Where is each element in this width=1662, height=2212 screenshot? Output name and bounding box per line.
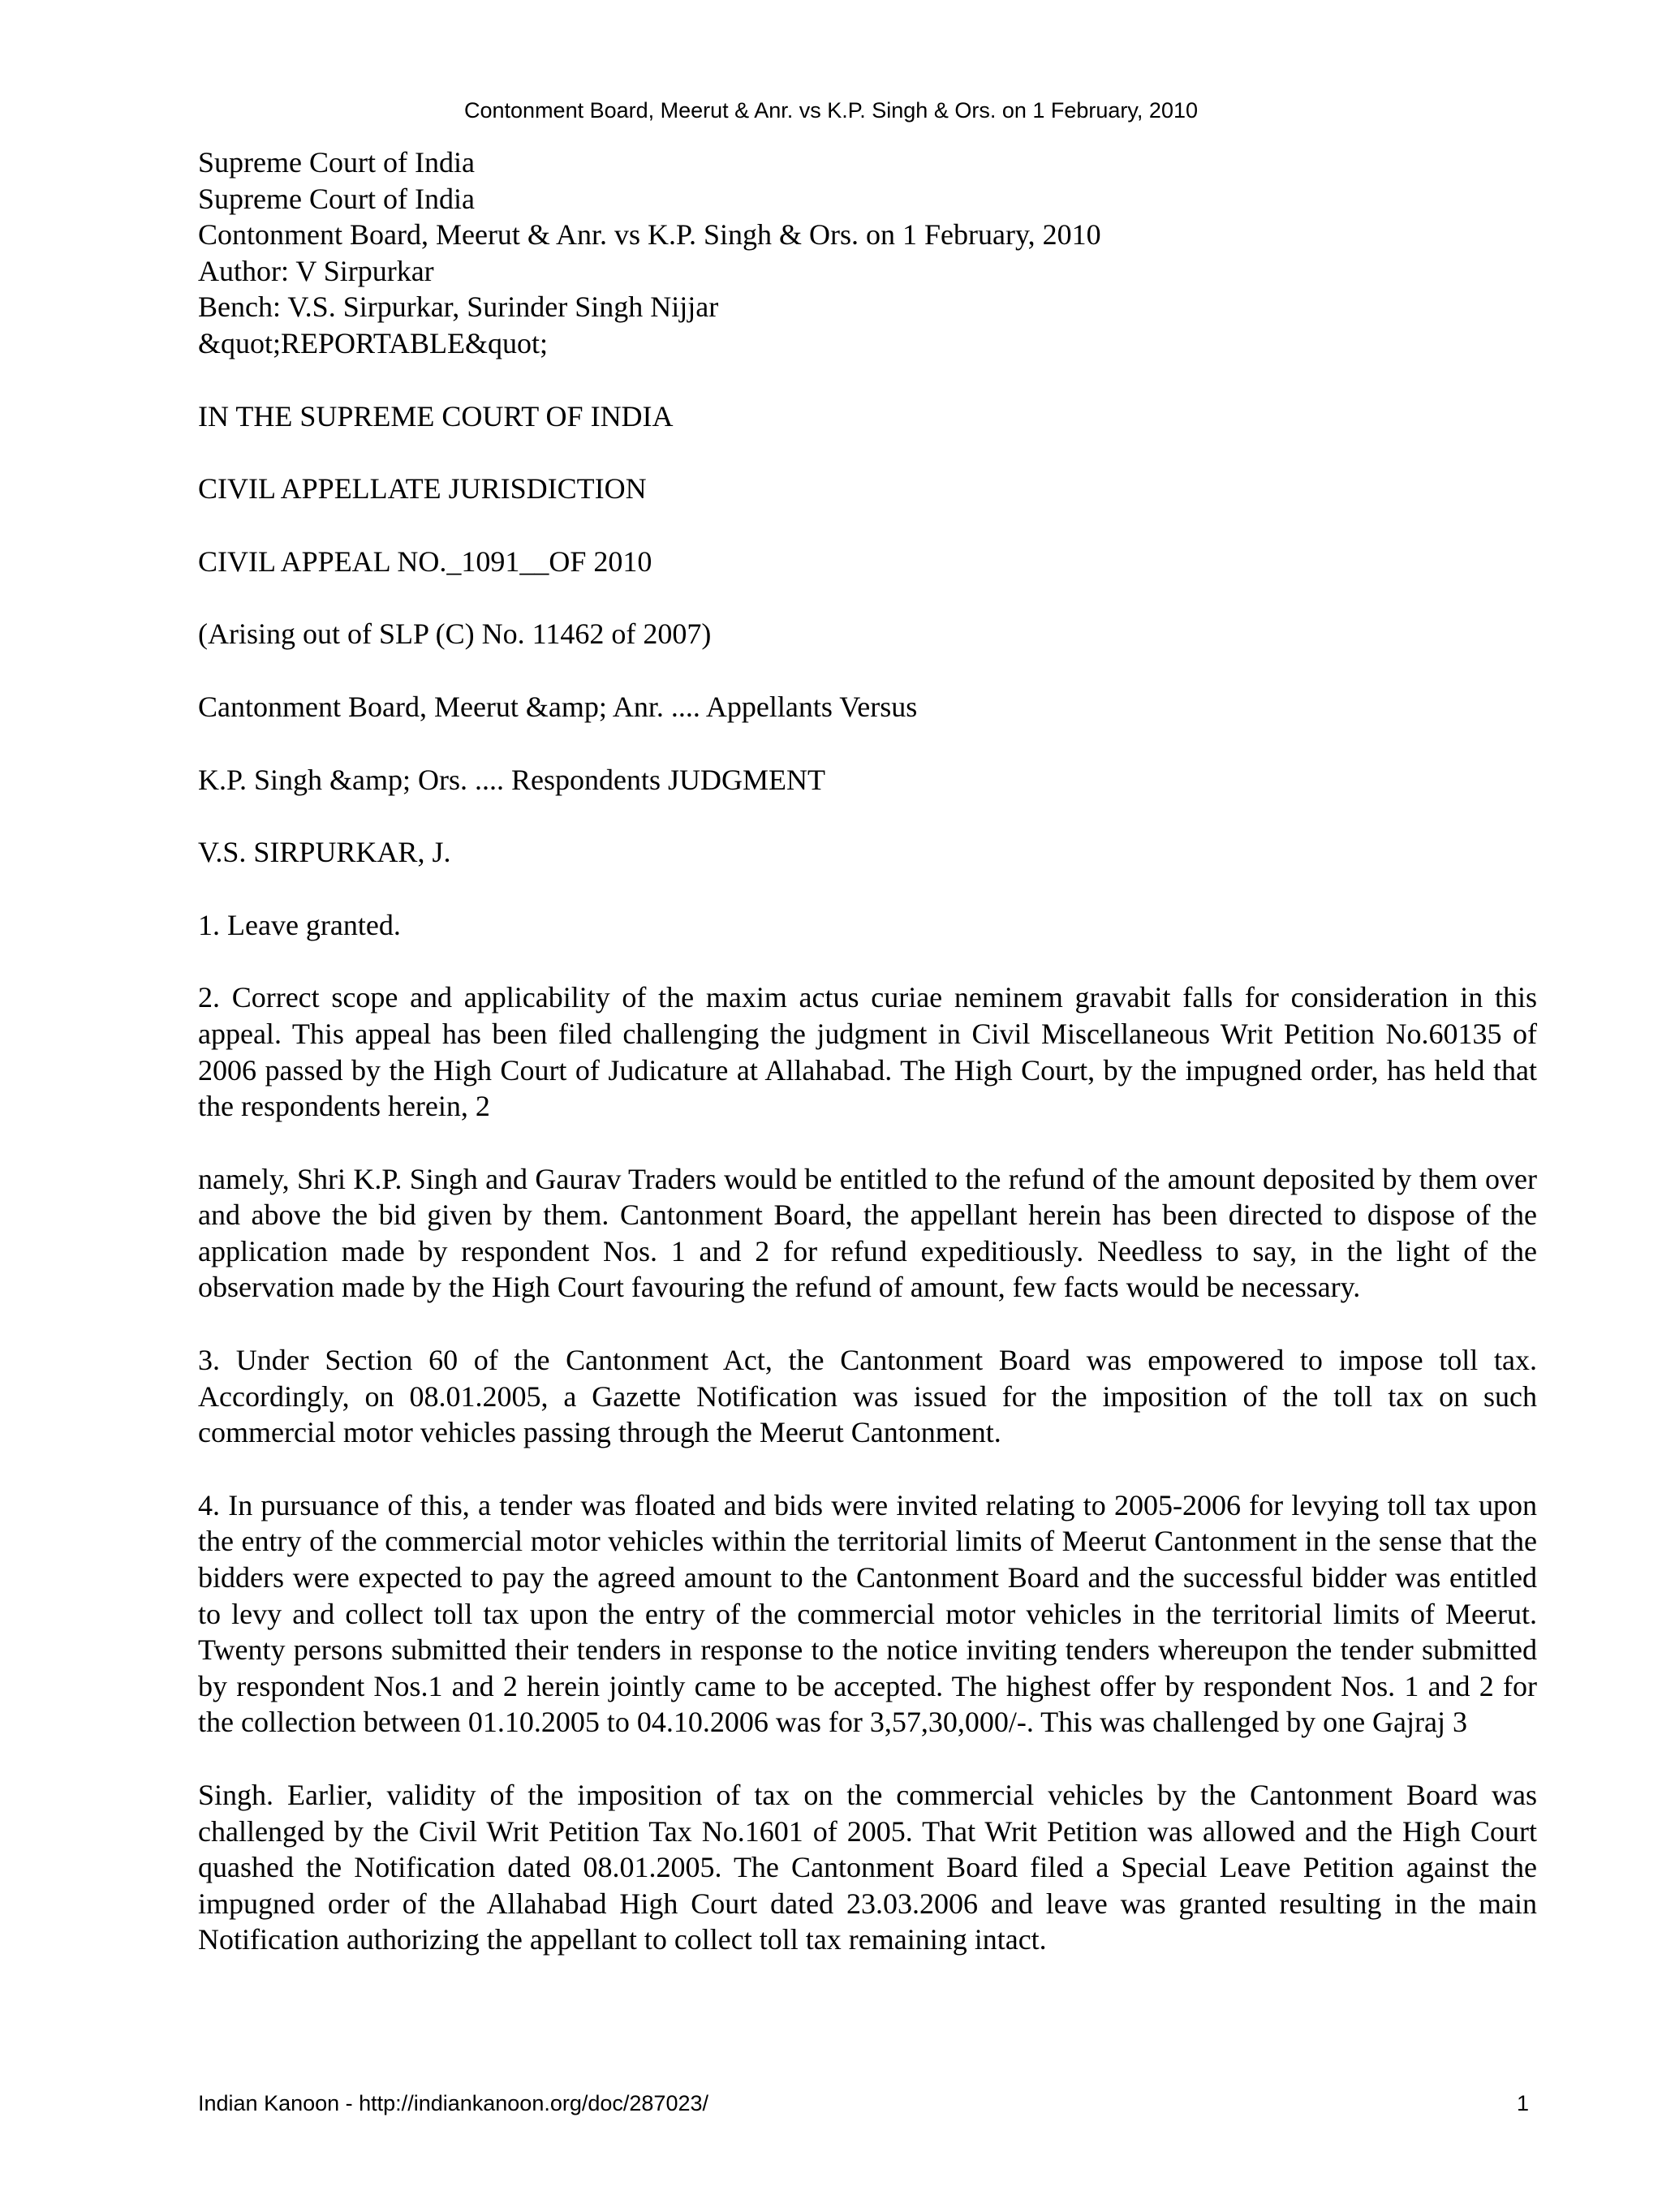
running-header-title: Contonment Board, Meerut & Anr. vs K.P. Singh & Ors. on 1 February, 2010 <box>464 98 1198 123</box>
court-name-repeat: Supreme Court of India <box>198 182 475 215</box>
court-heading: IN THE SUPREME COURT OF INDIA <box>198 399 674 433</box>
judge-name: V.S. SIRPURKAR, J. <box>198 836 451 869</box>
appellants-line: Cantonment Board, Meerut &amp; Anr. .... Appellants Versus <box>198 690 918 723</box>
reportable-label: &quot;REPORTABLE&quot; <box>198 326 548 359</box>
bench-line: Bench: V.S. Sirpurkar, Surinder Singh Nijjar <box>198 290 719 324</box>
paragraph-4-continued: Singh. Earlier, validity of the imposition of tax on the commercial vehicles by the Cantonment Board was challenged by the Civil Writ Petition Tax No.1601 of 2005. That Writ Petition was allowed and the High Court quashed the Notification dated 08.01.2005. The Cantonment Board filed a Special Leave Petition against the impugned order of the Allahabad High Court dated 23.03.2006 and leave was granted resulting in the main Notification authorizing the appellant to collect toll tax remaining intact. <box>198 1779 1537 1956</box>
jurisdiction-heading: CIVIL APPELLATE JURISDICTION <box>198 472 647 506</box>
author-line: Author: V Sirpurkar <box>198 254 434 287</box>
appeal-number: CIVIL APPEAL NO._1091__OF 2010 <box>198 544 652 578</box>
footer-source-link[interactable]: Indian Kanoon - http://indiankanoon.org/doc/287023/ <box>198 2091 708 2115</box>
paragraph-1: 1. Leave granted. <box>198 908 401 941</box>
document-body <box>198 144 1537 1958</box>
slp-reference: (Arising out of SLP (C) No. 11462 of 2007) <box>198 618 712 651</box>
paragraph-3: 3. Under Section 60 of the Cantonment Act, the Cantonment Board was empowered to impose toll tax. Accordingly, on 08.01.2005, a Gazette Notification was issued for the imposition of the toll tax on such commercial motor vehicles passing through the Meerut Cantonment. <box>198 1344 1537 1449</box>
court-name: Supreme Court of India <box>198 146 475 179</box>
paragraph-4: 4. In pursuance of this, a tender was floated and bids were invited relating to 2005-2006 for levying toll tax upon the entry of the commercial motor vehicles within the territorial limits of Meerut Cantonment in the sense that the bidders were expected to pay the agreed amount to the Cantonment Board and the successful bidder was entitled to levy and collect toll tax upon the entry of the commercial motor vehicles in the territorial limits of Meerut. Twenty persons submitted their tenders in response to the notice inviting tenders whereupon the tender submitted by respondent Nos.1 and 2 herein jointly came to be accepted. The highest offer by respondent Nos. 1 and 2 for the collection between 01.10.2005 to 04.10.2006 was for 3,57,30,000/-. This was challenged by one Gajraj 3 <box>198 1488 1537 1739</box>
case-title: Contonment Board, Meerut & Anr. vs K.P. Singh & Ors. on 1 February, 2010 <box>198 218 1101 252</box>
paragraph-2-continued: namely, Shri K.P. Singh and Gaurav Traders would be entitled to the refund of the amount deposited by them over and above the bid given by them. Cantonment Board, the appellant herein has been directed to dispose of the application made by respondent Nos. 1 and 2 for refund expeditiously. Needless to say, in the light of the observation made by the High Court favouring the refund of amount, few facts would be necessary. <box>198 1162 1537 1304</box>
paragraph-2: 2. Correct scope and applicability of the maxim actus curiae neminem gravabit falls for consideration in this appeal. This appeal has been filed challenging the judgment in Civil Miscellaneous Writ Petition No.60135 of 2006 passed by the High Court of Judicature at Allahabad. The High Court, by the impugned order, has held that the respondents herein, 2 <box>198 981 1537 1123</box>
respondents-line: K.P. Singh &amp; Ors. .... Respondents JUDGMENT <box>198 763 826 796</box>
page-number: 1 <box>1516 2091 1529 2115</box>
